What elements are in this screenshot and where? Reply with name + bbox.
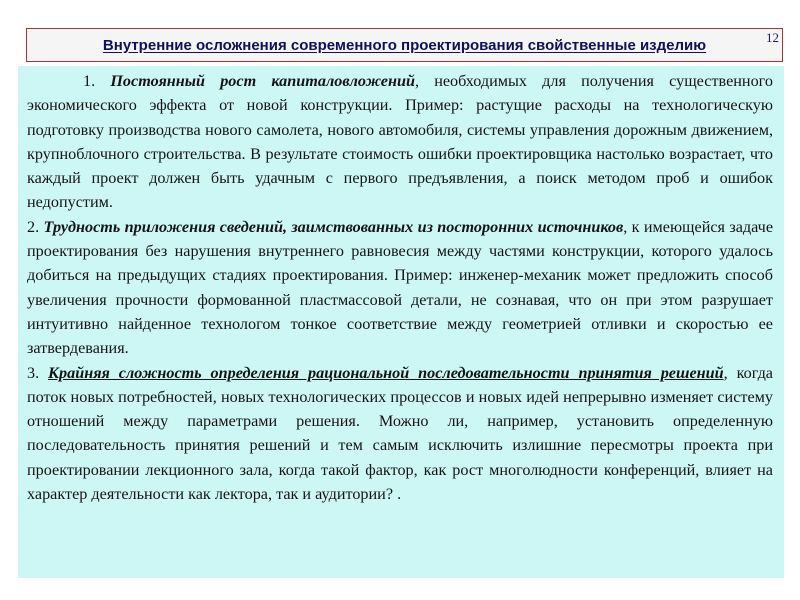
paragraph-3-number: 3. — [27, 363, 40, 382]
paragraph-2 — [27, 215, 773, 361]
paragraph-3-emphasis: Крайняя сложность определения рациональной последовательности принятия решений — [48, 363, 724, 382]
paragraph-3 — [27, 361, 773, 507]
paragraph-3-text: , когда поток новых потребностей, новых технологических процессов и новых идей непрерывно изменяет систему отношений между параметрами решения. Можно ли, например, установить определенную последовательность принятия решений и тем самым исключить излишние пересмотры проекта при проектировании лекционного зала, когда такой фактор, как рост многолюдности конференций, влияет на характер деятельности как лектора, так и аудитории? . — [27, 363, 773, 504]
slide-body — [18, 66, 784, 578]
paragraph-2-text: , к имеющейся задаче проектирования без нарушения внутреннего равновесия между частями конструкции, которого удалось добиться на предыдущих стадиях проектирования. Пример: инженер-механик может предложить способ увеличения прочности формованной пластмассовой детали, не сознавая, что он при этом разрушает интуитивно найденное технологом тонкое соответствие между геометрией отливки и скоростью ее затвердевания. — [27, 217, 774, 358]
paragraph-1-text: , необходимых для получения существенного экономического эффекта от новой конструкции. Пример: растущие расходы на технологическую подготовку производства нового самолета, нового автомобиля, системы управления дорожным движением, крупноблочного строительства. В результате стоимость ошибки проектировщика настолько возрастает, что каждый проект должен быть удачным с первого предъявления, а поиск методом проб и ошибок недопустим. — [27, 72, 773, 212]
paragraph-1-number: 1. — [83, 72, 96, 90]
paragraph-2-emphasis: Трудность приложения сведений, заимствованных из посторонних источников — [43, 217, 624, 236]
paragraph-1-emphasis: Постоянный рост капиталовложений — [110, 72, 415, 90]
paragraph-1 — [27, 69, 773, 215]
slide-number: 12 — [766, 30, 779, 45]
title-bar — [26, 28, 783, 62]
paragraph-2-number: 2. — [27, 217, 40, 236]
slide-title: Внутренние осложнения современного проектирования свойственные изделию — [102, 36, 707, 54]
